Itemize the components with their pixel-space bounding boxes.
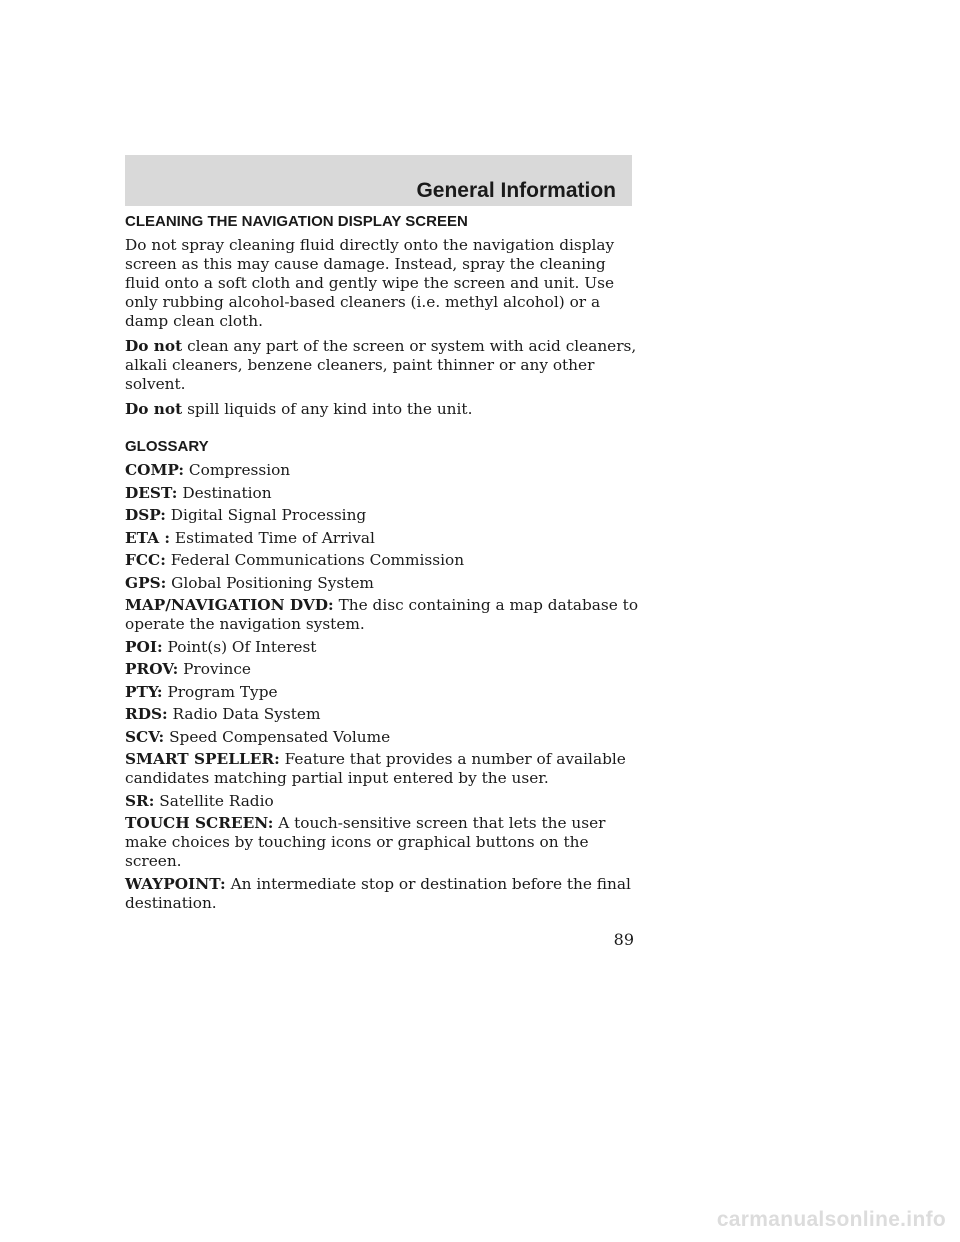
glossary-definition: Destination: [182, 483, 272, 502]
glossary-definition: Feature that provides a number of available candidates matching partial input entered by the user.: [125, 750, 626, 787]
warning-lead: Do not: [125, 337, 183, 355]
glossary-entry: [125, 461, 640, 480]
glossary-definition: Compression: [188, 461, 291, 479]
glossary-definition: Global Positioning System: [171, 573, 374, 592]
glossary-heading: GLOSSARY: [125, 438, 209, 455]
glossary-term: WAYPOINT:: [125, 874, 226, 893]
glossary-definition: Satellite Radio: [159, 791, 274, 810]
glossary-entry: [125, 814, 640, 871]
glossary-term: SR:: [125, 791, 155, 810]
glossary-term: RDS:: [125, 705, 168, 723]
glossary-entry: [125, 484, 640, 503]
glossary-definition: Federal Communications Commission: [170, 551, 465, 569]
glossary-entry: [125, 506, 640, 525]
warning-lead: Do not: [125, 400, 183, 418]
glossary-entry: [125, 750, 640, 788]
glossary-term: DSP:: [125, 506, 166, 524]
glossary-definition: An intermediate stop or destination before the final destination.: [125, 874, 631, 912]
warning-text: spill liquids of any kind into the unit.: [187, 400, 473, 418]
glossary-entry: [125, 792, 640, 811]
glossary-definition: The disc containing a map database to operate the navigation system.: [125, 596, 639, 633]
glossary-entry: [125, 551, 640, 570]
glossary-term: DEST:: [125, 483, 178, 502]
section-title: General Information: [416, 179, 616, 202]
cleaning-warning-2: [125, 400, 640, 419]
glossary-definition: Province: [183, 660, 251, 678]
glossary-definition: Radio Data System: [172, 705, 321, 723]
glossary-definition: Speed Compensated Volume: [169, 727, 391, 746]
glossary-entry: [125, 660, 640, 679]
glossary-entry: [125, 875, 640, 913]
glossary-definition: Estimated Time of Arrival: [174, 528, 375, 547]
glossary-term: FCC:: [125, 551, 166, 569]
glossary-term: POI:: [125, 637, 163, 656]
glossary-definition: Point(s) Of Interest: [167, 637, 317, 656]
glossary-entry: [125, 638, 640, 657]
glossary-definition: Program Type: [167, 682, 278, 701]
page-content: [125, 212, 640, 916]
watermark-text: carmanualsonline.info: [716, 1208, 946, 1231]
glossary-term: SMART SPELLER:: [125, 750, 280, 768]
glossary-entry: [125, 705, 640, 724]
glossary-term: TOUCH SCREEN:: [125, 814, 274, 832]
cleaning-warning-1: [125, 337, 640, 394]
glossary-definition: Digital Signal Processing: [170, 506, 367, 524]
section-header-band: [125, 155, 632, 206]
page-number: 89: [613, 930, 634, 949]
glossary-term: GPS:: [125, 573, 167, 592]
glossary-term: PROV:: [125, 660, 179, 678]
cleaning-heading: CLEANING THE NAVIGATION DISPLAY SCREEN: [125, 213, 468, 230]
glossary-term: SCV:: [125, 727, 165, 746]
glossary-term: MAP/NAVIGATION DVD:: [125, 596, 334, 614]
glossary-term: PTY:: [125, 682, 163, 701]
glossary-entry: [125, 574, 640, 593]
glossary-entry: [125, 683, 640, 702]
glossary-entry: [125, 728, 640, 747]
glossary-term: COMP:: [125, 461, 185, 479]
glossary-entry: [125, 596, 640, 634]
glossary-entry: [125, 529, 640, 548]
warning-text: clean any part of the screen or system with acid cleaners, alkali cleaners, benzene cleaners, paint thinner or any other solvent.: [125, 337, 637, 393]
glossary-definition: A touch-sensitive screen that lets the user make choices by touching icons or graphical buttons on the screen.: [125, 814, 606, 870]
cleaning-paragraph: Do not spray cleaning fluid directly onto the navigation display screen as this may cause damage. Instead, spray the cleaning fluid onto a soft cloth and gently wipe the screen and unit. Use only rubbing alcohol-based cleaners (i.e. methyl alcohol) or a damp clean cloth.: [125, 236, 615, 330]
glossary-term: ETA :: [125, 528, 171, 547]
